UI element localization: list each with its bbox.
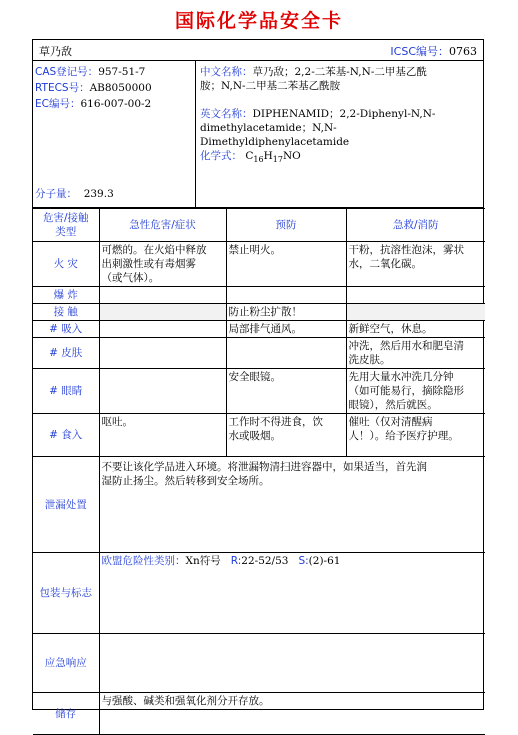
- label-skin: # 皮肤: [33, 338, 99, 369]
- row-packaging: [33, 553, 485, 634]
- icsc-value: 0763: [449, 45, 477, 58]
- eye-aid-l2: （如可能易行，摘除隐形: [348, 385, 464, 397]
- label-fire: 火 灾: [33, 242, 99, 287]
- eye-prevention: 安全眼镜。: [226, 369, 346, 414]
- col-type-l2: 类型: [55, 226, 77, 238]
- header-row: [33, 40, 483, 61]
- identification-block: [33, 61, 483, 208]
- eye-aid-l1: 先用大量水冲洗几分钟: [348, 371, 454, 383]
- row-explosion: [33, 287, 485, 304]
- spill-text: [99, 457, 485, 553]
- packaging-text: [99, 553, 485, 634]
- ec-number: [35, 97, 151, 111]
- ingest-prevention: [226, 414, 346, 457]
- skin-aid: [346, 338, 485, 369]
- label-explosion: 爆 炸: [33, 287, 99, 304]
- label-storage: 储存: [33, 693, 99, 735]
- formula-h: H: [263, 150, 273, 162]
- rtecs-label: RTECS号：: [35, 82, 90, 94]
- en-name-line2: dimethylacetamide；N,N-: [200, 122, 337, 134]
- cas-number: [35, 65, 145, 79]
- storage-text: 与强酸、碱类和强氧化剂分开存放。: [99, 693, 485, 735]
- emergency-text: [99, 634, 485, 693]
- cn-label: 中文名称：: [200, 66, 253, 78]
- mw-value: 239.3: [83, 188, 114, 200]
- ec-label: EC编号：: [35, 98, 81, 110]
- spill-l1: 不要让该化学品进入环境。将泄漏物清扫进容器中，如果适当，首先润: [101, 461, 427, 473]
- skin-prevention: [226, 338, 346, 369]
- ingest-hazard: 呕吐。: [99, 414, 226, 457]
- r-label: R:: [230, 555, 242, 567]
- row-skin: [33, 338, 485, 369]
- row-emergency: [33, 634, 485, 693]
- mw-label: 分子量：: [35, 188, 77, 200]
- skin-aid-l2: 洗皮肤。: [348, 354, 391, 366]
- explosion-prevention: [226, 287, 346, 304]
- card-title: 国际化学品安全卡: [174, 10, 343, 32]
- label-contact: 接 触: [33, 304, 99, 321]
- row-eye: [33, 369, 485, 414]
- rtecs-number: [35, 81, 152, 95]
- fire-hazard-l2: 出刺激性或有毒烟雾: [101, 258, 196, 270]
- s-value: (2)-61: [308, 555, 341, 567]
- chemical-formula: [200, 149, 301, 167]
- contact-aid: [346, 304, 485, 321]
- eye-aid-l3: 眼镜），然后就医。: [348, 399, 438, 411]
- col-type-l1: 危害/接触: [42, 212, 89, 224]
- s-label: S:: [298, 555, 309, 567]
- rtecs-value: AB8050000: [89, 82, 152, 94]
- row-contact: [33, 304, 485, 321]
- ingest-prev-l2: 水或吸烟。: [228, 430, 281, 442]
- formula-label: 化学式：: [200, 150, 242, 162]
- eu-class-value: Xn符号: [185, 555, 221, 567]
- fire-prevention: 禁止明火。: [226, 242, 346, 287]
- fire-aid: [346, 242, 485, 287]
- cn-name-line1: [200, 65, 427, 79]
- fire-hazard-l1: 可燃的。在火焰中释放: [101, 244, 207, 256]
- col-firstaid: 急救/消防: [346, 209, 485, 242]
- ingest-aid-l2: 人！）。给予医疗护理。: [348, 430, 459, 442]
- col-type: [33, 209, 99, 242]
- ingest-aid-l1: 催吐（仅对清醒病: [348, 416, 433, 428]
- molecular-weight: [35, 187, 114, 201]
- ec-value: 616-007-00-2: [80, 98, 152, 110]
- fire-hazard-l3: （或气体）。: [101, 272, 160, 284]
- chemical-name: 草乃敌: [39, 45, 72, 58]
- icsc-number: [390, 43, 477, 59]
- row-storage: [33, 693, 485, 735]
- formula-c: C: [245, 150, 254, 162]
- identifiers: [33, 61, 196, 207]
- skin-aid-l1: 冲洗，然后用水和肥皂清: [348, 340, 464, 352]
- contact-prevention: 防止粉尘扩散！: [226, 304, 346, 321]
- en-label: 英文名称：: [200, 108, 253, 120]
- contact-hazard: [99, 304, 226, 321]
- label-spill: 泄漏处置: [33, 457, 99, 553]
- eye-aid: [346, 369, 485, 414]
- fire-aid-l2: 水，二氧化碳。: [348, 258, 422, 270]
- safety-card: [32, 39, 484, 720]
- row-ingest: [33, 414, 485, 457]
- hazard-table: [33, 208, 485, 735]
- inhale-hazard: [99, 321, 226, 338]
- label-ingest: # 食入: [33, 414, 99, 457]
- formula-c-count: 16: [253, 155, 264, 165]
- explosion-aid: [346, 287, 485, 304]
- formula-h-count: 17: [272, 155, 283, 165]
- fire-hazard: [99, 242, 226, 287]
- fire-aid-l1: 干粉，抗溶性泡沫，雾状: [348, 244, 464, 256]
- cn-name-text1: 草乃敌；2,2-二苯基-N,N-二甲基乙酰: [252, 66, 427, 78]
- cas-label: CAS登记号：: [35, 66, 99, 78]
- icsc-label: ICSC编号：: [390, 45, 449, 58]
- spill-l2: 湿防止扬尘。然后转移到安全场所。: [101, 475, 270, 487]
- label-inhale: # 吸入: [33, 321, 99, 338]
- en-name-line3: Dimethyldiphenylacetamide: [200, 136, 350, 148]
- skin-hazard: [99, 338, 226, 369]
- en-name-line1: [200, 107, 435, 121]
- row-fire: [33, 242, 485, 287]
- row-inhale: [33, 321, 485, 338]
- explosion-hazard: [99, 287, 226, 304]
- col-prevention: 预防: [226, 209, 346, 242]
- col-hazard: 急性危害/症状: [99, 209, 226, 242]
- inhale-aid: 新鲜空气，休息。: [346, 321, 485, 338]
- cn-name-line2: 胺；N,N-二甲基二苯基乙酰胺: [200, 80, 341, 92]
- eye-hazard: [99, 369, 226, 414]
- ingest-prev-l1: 工作时不得进食，饮: [228, 416, 323, 428]
- ingest-aid: [346, 414, 485, 457]
- label-emergency: 应急响应: [33, 634, 99, 693]
- table-header-row: [33, 209, 485, 242]
- row-spill: [33, 457, 485, 553]
- en-name-text1: DIPHENAMID；2,2-Diphenyl-N,N-: [252, 108, 436, 120]
- inhale-prevention: 局部排气通风。: [226, 321, 346, 338]
- label-eye: # 眼睛: [33, 369, 99, 414]
- eu-class-label: 欧盟危险性类别：: [101, 555, 186, 567]
- label-packaging: 包装与标志: [33, 553, 99, 634]
- formula-rest: NO: [282, 150, 301, 162]
- r-value: 22-52/53: [241, 555, 289, 567]
- cas-value: 957-51-7: [98, 66, 146, 78]
